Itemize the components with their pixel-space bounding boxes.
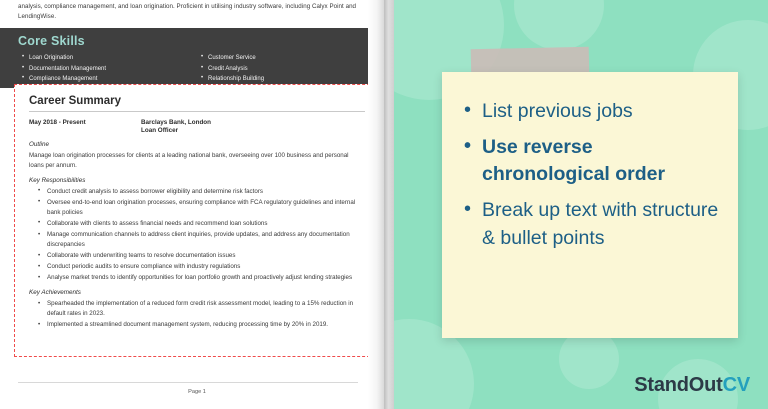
tips-list [442,72,738,252]
brand-suffix: CV [722,374,750,396]
decorative-circle [514,0,604,50]
decorative-circle [559,329,619,389]
list-item: • Customer Service [208,53,376,64]
page-footer: Page 1 [188,389,206,395]
list-item: • Conduct credit analysis to assess borrower eligibility and determine risk factors [47,187,365,197]
list-item: • Documentation Management [29,64,197,75]
achievements-label: Key Achievements [29,289,81,297]
list-item: • List previous jobs [482,98,720,126]
list-item: • Compliance Management [29,74,197,85]
job-employer: Barclays Bank, London [141,119,211,126]
list-item: • Analyse market trends to identify opportunities for loan portfolio growth and proactively adjust lending strategies [47,273,365,283]
core-skills-left-column [18,53,197,85]
job-dates: May 2018 - Present [29,119,86,126]
core-skills-section [0,28,394,88]
list-item: • Manage communication channels to address client inquiries, provide updates, and address any documentation discrepancies [47,230,365,250]
career-summary-highlight-box [14,84,380,357]
tips-pane [394,0,768,409]
responsibilities-label: Key Responsibilities [29,176,86,184]
career-summary-heading: Career Summary [29,95,122,107]
responsibilities-list [29,187,365,283]
outline-text: Manage loan origination processes for clients at a leading national bank, overseeing over 100 business and personal loans per annum. [29,152,349,169]
list-item: • Spearheaded the implementation of a reduced form credit risk assessment model, leading to a 15% reduction in default rates in 2023. [47,299,365,319]
achievements-list [29,299,365,330]
sticky-note [442,72,738,338]
cv-page-content [0,0,394,88]
list-item: • Credit Analysis [208,64,376,75]
brand-name: StandOut [634,374,723,396]
outline-label: Outline [29,141,49,148]
core-skills-heading: Core Skills [18,34,85,49]
list-item: • Implemented a streamlined document management system, reducing processing time by 20% in 2019. [47,320,365,330]
list-item: • Relationship Building [208,74,376,85]
list-item: • Collaborate with clients to assess financial needs and recommend loan solutions [47,219,365,229]
list-item: • Oversee end-to-end loan origination processes, ensuring compliance with FCA regulatory guidelines and internal bank policies [47,198,365,218]
list-item: • Collaborate with underwriting teams to resolve documentation issues [47,251,365,261]
footer-divider [18,382,358,383]
core-skills-columns [18,53,376,85]
list-item: • Use reverse chronological order [482,134,720,189]
list-item: • Conduct periodic audits to ensure compliance with industry regulations [47,262,365,272]
list-item: • Loan Origination [29,53,197,64]
core-skills-right-column [197,53,376,85]
standout-cv-logo [634,374,750,397]
career-summary-divider [29,111,365,112]
profile-intro-text: analysis, compliance management, and loan origination. Proficient in utilising industry software, including Calyx Point and LendingWise. [18,3,357,20]
job-role: Loan Officer [141,127,179,134]
page-curl-edge [368,0,394,409]
job-header [29,119,365,126]
list-item: • Break up text with structure & bullet points [482,197,720,252]
